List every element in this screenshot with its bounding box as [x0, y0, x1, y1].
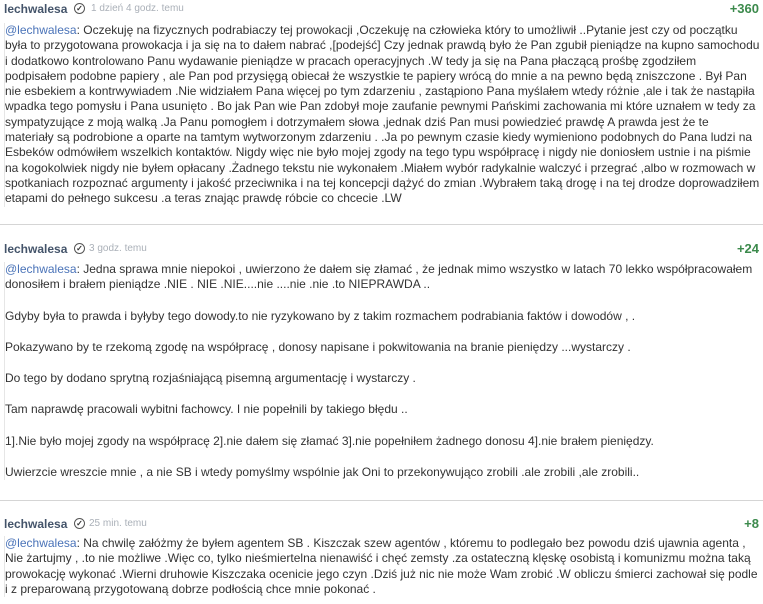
comment-3 — [0, 515, 763, 596]
comment-2 — [0, 240, 763, 480]
comment-paragraph: Do tego by dodano sprytną rozjaśniającą pisemną argumentację i wystarczy . — [5, 371, 416, 386]
comment-header — [0, 515, 763, 535]
comment-divider — [0, 500, 763, 501]
comment-time[interactable]: 25 min. temu — [89, 518, 147, 529]
comment-body — [4, 23, 760, 207]
comment-score: +8 — [744, 516, 759, 531]
verified-check-icon: ✓ — [74, 243, 85, 254]
comment-header — [0, 240, 763, 260]
comment-1 — [0, 0, 763, 206]
comment-divider — [0, 224, 763, 225]
comment-body — [4, 262, 760, 480]
comment-score: +24 — [736, 241, 759, 256]
comment-paragraph: @lechwalesa: Na chwilę załóżmy że byłem agentem SB . Kiszczak szew agentów , któremu to podlegało bez powodu dziś ujawnia agenta , Nie żartujmy , .to nie możliwe .Więc co, tylko nieśmiertelna nienawiść i chęć zemsty .za ostateczną klęskę osobistą i komunizmu można taką prowokację wykonać .Wierni druhowie Kiszczaka ocenicie jego czyn .Dziś już nic nie może Wam zrobić .W obliczu śmierci zachował się podle i z preparowaną przygotowaną dobrze podłością chce mnie pokonać . — [5, 536, 758, 596]
comment-paragraph: Gdyby była to prawda i byłyby tego dowody.to nie ryzykowano by z takim rozmachem podrabiania faktów i dowodów , . — [5, 308, 636, 323]
comment-author[interactable]: lechwalesa — [4, 2, 68, 16]
comment-time[interactable]: 1 dzień 4 godz. temu — [91, 3, 184, 14]
comment-paragraph: @lechwalesa: Jedna sprawa mnie niepokoi , uwierzono że dałem się złamać , że jednak mimo wszystko w latach 70 lekko współpracowałem donosiłem i brałem pieniądze .NIE . NIE .NIE....nie ....nie .nie .to NIEPRAWDA .. — [5, 262, 753, 292]
comment-paragraph: 1].Nie było mojej zgody na współpracę 2].nie dałem się złamać 3].nie popełniłem żadnego donosu 4].nie brałem pieniędzy. — [5, 433, 654, 448]
comment-paragraph: Pokazywano by te rzekomą zgodę na współpracę , donosy napisane i pokwitowania na branie pieniędzy ...wystarczy . — [5, 339, 631, 354]
comment-paragraph: Uwierzcie wreszcie mnie , a nie SB i wtedy pomyślmy wspólnie jak Oni to przekonywująco zrobili .ale zrobili ,ale zrobili.. — [5, 465, 640, 480]
verified-check-icon: ✓ — [74, 518, 85, 529]
comment-header — [0, 0, 763, 20]
comment-author[interactable]: lechwalesa — [4, 517, 68, 531]
comment-author[interactable]: lechwalesa — [4, 242, 68, 256]
mention-link[interactable]: @lechwalesa — [5, 262, 77, 276]
comment-paragraph: @lechwalesa: Oczekuję na fizycznych podrabiaczy tej prowokacji ,Oczekuję na człowieka który to umożliwił ..Pytanie jest czy od początku była to przygotowana prowokacja i ja się na to dałem nabrać ,[podejść] Czy jednak prawdą było że Pan zgubił pieniądze na kupno samochodu i dodatkowo kontrolowano Panu wydawanie pieniądze w pracach operacyjnych .W tedy ja się na Pana płaczącą prośbę zgodziłem podpisałem podobne papiery , ale Pan pod przysięgą obiecał że wszystkie te papiery wrócą do mnie a na pewno będą zniszczone . Był Pan nie esbekiem a kontrwywiadem .Nie widziałem Pana więcej po tym zdarzeniu , zastąpiono Pana myślałem wtedy różnie ,ale i tak że nastąpiła wpadka tego pomysłu i Pana usunięto . Bo jak Pan wie Pan zdobył moje zaufanie pewnymi Pańskimi zachowania mi które uznałem w tedy za sympatyzujące z moją walką .Ja Panu pomogłem i dotrzymałem słowa ,jednak dziś Pan musi powiedzieć prawdę A prawda jest że te materiały są podrobione a oparte na tamtym wytworzonym zdarzeniu . .Ja po pewnym czasie kiedy wymieniono podobnych do Pana ludzi na Esbeków odmówiłem wszelkich kontaktów. Nigdy więc nie było mojej zgody na tego typu współpracę i nigdy nie doniosłem ustnie i na piśmie na kogokolwiek nigdy nie byłem opłacany .Żadnego tekstu nie wykonałem .Miałem wybór radykalnie walczyć i przegrać ,albo w rozmowach w spotkaniach rozpoznać argumenty i jakość przeciwnika i na tej koncepcji dążyć do zmian .Wybrałem taką drogę i na tej drodze doprowadziłem etapami do pełnego sukcesu .a teras znając prawdę róbcie co chcecie .LW — [5, 23, 760, 206]
comment-paragraph: Tam naprawdę pracowali wybitni fachowcy. I nie popełnili by takiego błędu .. — [5, 402, 408, 417]
comment-score: +360 — [729, 1, 759, 16]
mention-link[interactable]: @lechwalesa — [5, 23, 77, 37]
mention-link[interactable]: @lechwalesa — [5, 536, 77, 550]
comment-body — [4, 536, 760, 597]
comment-time[interactable]: 3 godz. temu — [89, 243, 147, 254]
verified-check-icon: ✓ — [74, 3, 85, 14]
